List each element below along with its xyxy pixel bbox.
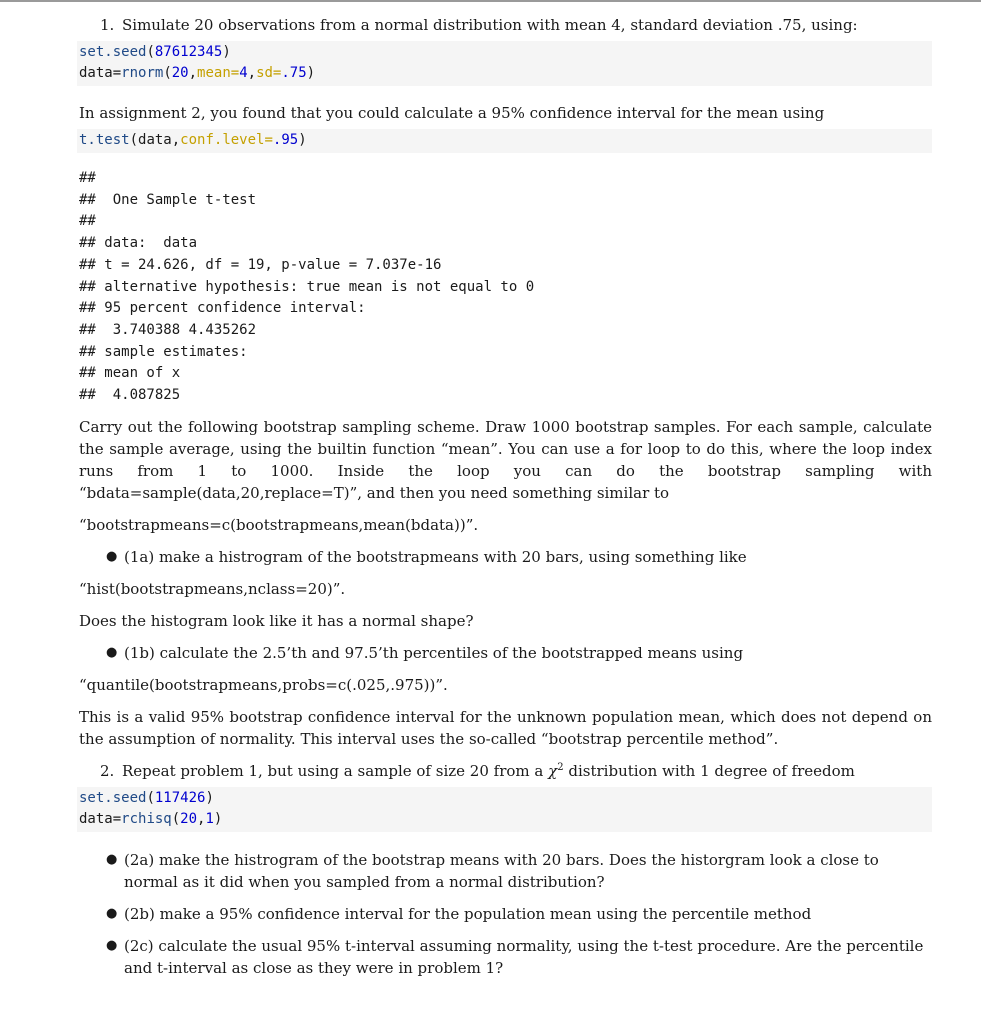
output-line: ## t = 24.626, df = 19, p-value = 7.037e-16 xyxy=(79,256,442,273)
chi-superscript: 2 xyxy=(557,761,564,773)
output-line: ## 3.740388 4.435262 xyxy=(79,321,257,338)
problem-2 xyxy=(79,760,932,782)
code-block-rnorm: set.seed(87612345) data=rnorm(20,mean=4,sd=.75) xyxy=(77,41,932,86)
bullet-1a-text: (1a) make a histrogram of the bootstrapmeans with 20 bars, using something like xyxy=(124,547,747,566)
top-border-line xyxy=(0,0,981,2)
normal-question: Does the histogram look like it has a normal shape? xyxy=(79,611,474,630)
code-fn-t-test: t.test xyxy=(79,132,130,148)
output-line: ## mean of x xyxy=(79,365,181,382)
bullet-dot: ● xyxy=(106,644,118,660)
problem-2-number: 2. xyxy=(100,761,115,780)
assignment-paragraph: In assignment 2, you found that you could calculate a 95% confidence interval for the mean using xyxy=(79,104,825,122)
hist-paragraph: “hist(bootstrapmeans,nclass=20)”. xyxy=(79,579,346,598)
problem-2-text-before: Repeat problem 1, but using a sample of size 20 from a xyxy=(122,761,544,780)
bullet-2c-text: (2c) calculate the usual 95% t-interval assuming normality, using the t-test procedure. Are the percentile and t-interval as close as they were in problem 1? xyxy=(124,936,924,977)
bullet-2a-text: (2a) make the histrogram of the bootstrap means with 20 bars. Does the historgram look a close to normal as it did when you sampled from a normal distribution? xyxy=(124,850,879,891)
bullet-1b-text: (1b) calculate the 2.5’th and 97.5’th percentiles of the bootstrapped means using xyxy=(124,643,744,662)
bullet-1a xyxy=(79,546,932,568)
bullet-2b xyxy=(79,903,932,925)
valid-interval-paragraph: This is a valid 95% bootstrap confidence interval for the unknown population mean, which does not depend on the assumption of normality. This interval uses the so-called “bootstrap percentile method”. xyxy=(79,707,932,748)
bullet-2b-text: (2b) make a 95% confidence interval for the population mean using the percentile method xyxy=(124,904,812,923)
output-line: ## One Sample t-test xyxy=(79,191,257,208)
bootstrapmeans-paragraph: “bootstrapmeans=c(bootstrapmeans,mean(bdata))”. xyxy=(79,515,479,534)
code-arg-mean: mean= xyxy=(197,65,240,81)
code-fn-rchisq: rchisq xyxy=(121,810,172,827)
code-arg-conf-level: conf.level= xyxy=(180,132,273,148)
bullet-dot: ● xyxy=(106,905,118,921)
code-seed-value: 87612345 xyxy=(154,44,223,60)
code-fn-set-seed-2: set.seed xyxy=(79,789,147,806)
bullet-2a xyxy=(79,849,932,893)
code-arg-sd: sd= xyxy=(256,65,282,81)
bullet-1b xyxy=(79,642,932,664)
bullet-dot: ● xyxy=(106,548,118,564)
bootstrap-paragraph: Carry out the following bootstrap sampling scheme. Draw 1000 bootstrap samples. For each sample, calculate the sample average, using the builtin function “mean”. You can use a for loop to do this, where the loop index runs from 1 to 1000. Inside the loop you can do the bootstrap sampling with “bdata=sample(data,20,replace=T)”, and then you need something similar to xyxy=(79,417,932,502)
code-var-data-2: data= xyxy=(79,810,122,827)
output-line: ## 95 percent confidence interval: xyxy=(79,300,366,317)
code-fn-rnorm: rnorm xyxy=(121,65,164,81)
bullet-dot: ● xyxy=(106,851,118,867)
code-block-ttest: t.test(data,conf.level=.95) xyxy=(77,129,932,153)
problem-2-text-after: distribution with 1 degree of freedom xyxy=(568,761,855,780)
code-data-arg: data xyxy=(138,132,172,148)
chi-symbol: χ xyxy=(548,761,558,780)
document-page xyxy=(79,14,932,979)
output-line: ## xyxy=(79,213,96,230)
code-fn-set-seed: set.seed xyxy=(79,44,147,60)
code-sd-value: .75 xyxy=(281,65,307,81)
code-df-value: 1 xyxy=(205,810,214,827)
output-line: ## alternative hypothesis: true mean is not equal to 0 xyxy=(79,278,535,295)
output-line: ## data: data xyxy=(79,235,198,252)
code-mean-value: 4 xyxy=(239,65,248,81)
ttest-output xyxy=(79,168,932,407)
problem-1-text: Simulate 20 observations from a normal distribution with mean 4, standard deviation .75, using: xyxy=(122,16,858,34)
problem-1 xyxy=(79,14,932,36)
code-n-value: 20 xyxy=(171,65,189,81)
output-line: ## 4.087825 xyxy=(79,387,181,404)
quantile-paragraph: “quantile(bootstrapmeans,probs=c(.025,.975))”. xyxy=(79,675,448,694)
code-n-value-2: 20 xyxy=(180,810,198,827)
code-block-rchisq: set.seed(117426) data=rchisq(20,1) xyxy=(77,787,932,832)
bullet-dot: ● xyxy=(106,937,118,953)
output-line: ## xyxy=(79,170,96,186)
code-var-data: data= xyxy=(79,65,122,81)
code-conf-value: .95 xyxy=(272,132,299,148)
code-seed-value-2: 117426 xyxy=(154,789,206,806)
problem-2-text xyxy=(122,760,855,782)
output-line: ## sample estimates: xyxy=(79,343,248,360)
problem-1-number: 1. xyxy=(100,16,115,34)
bullet-2c xyxy=(79,935,932,979)
